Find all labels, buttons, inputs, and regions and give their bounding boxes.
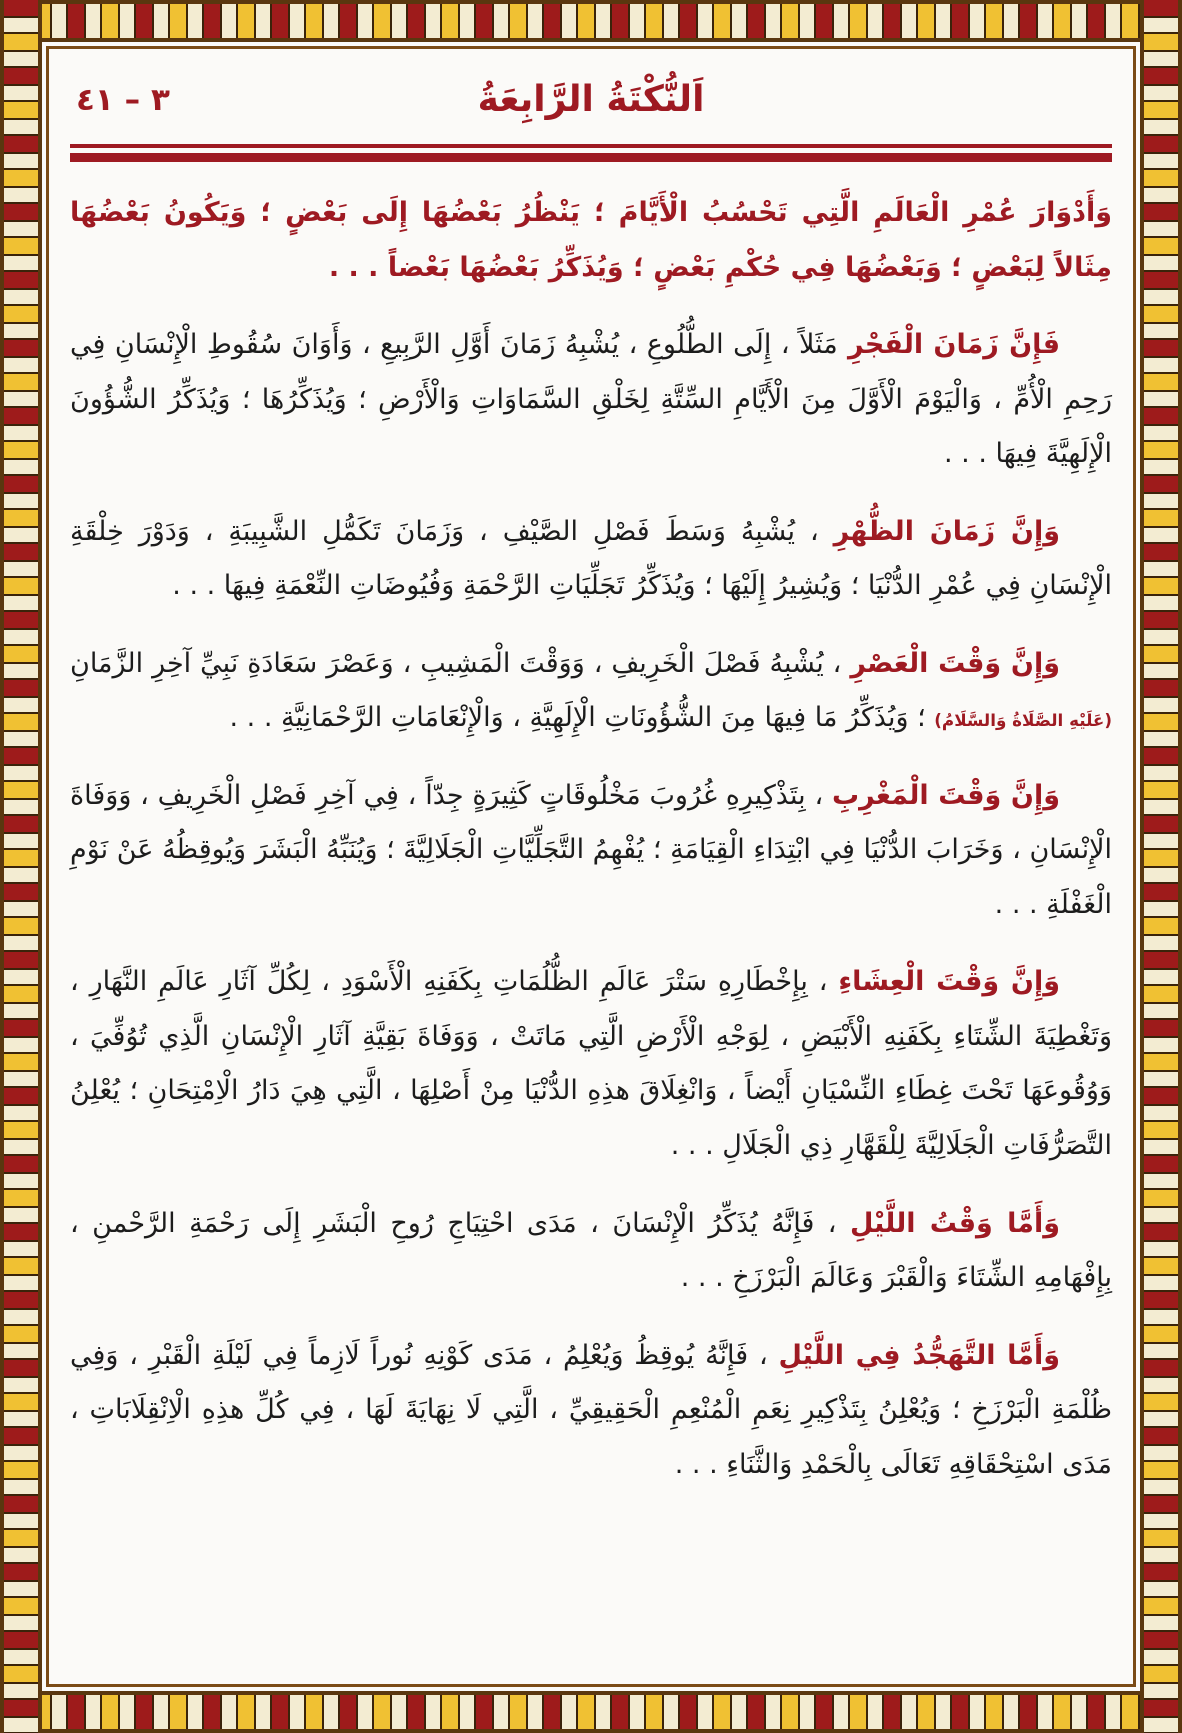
body-text-segment: ، بِتَذْكِيرِهِ غُرُوبَ مَخْلُوقَاتٍ كَثِيرَةٍ جِدّاً ، فِي آخِرِ فَصْلِ الْخَرِيفِ ، وَوَفَاةَ الْإِنْسَانِ ، وَخَرَابَ الدُّنْيَا فِي ابْتِدَاءِ الْقِيَامَةِ ؛ يُفْهِمُ التَّجَلِّيَّاتِ الْجَلَالِيَّةَ ؛ وَيُنَبِّهُ الْبَشَرَ وَيُوقِظُهُ عَنْ نَوْمِ الْغَفْلَةِ . . . bbox=[70, 779, 1112, 920]
paragraph bbox=[70, 637, 1112, 746]
page-number: ٣ – ٤١ bbox=[76, 82, 170, 118]
red-lead-segment: وَإِنَّ وَقْتَ الْمَغْرِبِ bbox=[831, 779, 1060, 811]
page-content bbox=[70, 62, 1112, 1677]
ornamental-border-right bbox=[1140, 0, 1182, 1733]
body-text-segment: ، يُشْبِهُ فَصْلَ الْخَرِيفِ ، وَوَقْتَ الْمَشِيبِ ، وَعَصْرَ سَعَادَةِ نَبِيِّ آخِرِ الزَّمَانِ bbox=[70, 647, 851, 679]
header-rule-thick-line bbox=[70, 153, 1112, 162]
paragraph bbox=[70, 318, 1112, 482]
paragraph bbox=[70, 186, 1112, 295]
red-lead-segment: وَإِنَّ زَمَانَ الظُّهْرِ bbox=[833, 515, 1060, 547]
ornamental-border-left bbox=[0, 0, 42, 1733]
paragraph bbox=[70, 505, 1112, 614]
red-lead-segment: فَإِنَّ زَمَانَ الْفَجْرِ bbox=[837, 329, 1060, 361]
salawat-ligature: (عَلَيْهِ الصَّلَاةُ وَالسَّلَامُ) bbox=[934, 710, 1112, 731]
body-text-segment: ، بِإِخْطَارِهِ سَتْرَ عَالَمِ الظُّلُمَاتِ بِكَفَنِهِ الْأَسْوَدِ ، لِكُلِّ آثَارِ عَالَمِ النَّهَارِ ، وَتَغْطِيَةَ الشِّتَاءِ بِكَفَنِهِ الْأَبْيَضِ ، لِوَجْهِ الْأَرْضِ الَّتِي مَاتَتْ ، وَوَفَاةَ بَقِيَّةِ آثَارِ الْإِنْسَانِ الَّذِي تُوُفِّيَ ، وَوُقُوعَهَا تَحْتَ غِطَاءِ النِّسْيَانِ أَيْضاً ، وَانْغِلَاقَ هذِهِ الدُّنْيَا مِنْ أَصْلِهَا ، الَّتِي هِيَ دَارُ الْاِمْتِحَانِ ؛ يُعْلِنُ التَّصَرُّفَاتِ الْجَلَالِيَّةَ لِلْقَهَّارِ ذِي الْجَلَالِ . . . bbox=[70, 966, 1112, 1161]
red-lead-segment: وَأَمَّا وَقْتُ اللَّيْلِ bbox=[849, 1207, 1060, 1239]
body-text-segment: ؛ وَيُذَكِّرُ مَا فِيهَا مِنَ الشُّؤُونَاتِ الْإِلَهِيَّةِ ، وَالْإِنْعَامَاتِ الرَّحْمَانِيَّةِ . . . bbox=[229, 702, 935, 734]
paragraph bbox=[70, 1197, 1112, 1306]
body-text-segment: مَثَلاً ، إِلَى الطُّلُوعِ ، يُشْبِهُ زَمَانَ أَوَّلِ الرَّبِيعِ ، وَأَوَانَ سُقُوطِ الْإِنْسَانِ فِي رَحِمِ الْأُمِّ ، وَالْيَوْمَ الْأَوَّلَ مِنَ الْأَيَّامِ السِّتَّةِ لِخَلْقِ السَّمَاوَاتِ وَالْأَرْضِ ؛ وَيُذَكِّرُهَا ؛ وَيُذَكِّرُ الشُّؤُونَ الْإِلَهِيَّةَ فِيهَا . . . bbox=[70, 329, 1112, 470]
body-text-segment: ، فَإِنَّهُ يُذَكِّرُ الْإِنْسَانَ ، مَدَى احْتِيَاجِ رُوحِ الْبَشَرِ إِلَى رَحْمَةِ الرَّحْمنِ ، بِإِفْهَامِهِ الشِّتَاءَ وَالْقَبْرَ وَعَالَمَ الْبَرْزَخِ . . . bbox=[70, 1207, 1112, 1294]
page-title: اَلنُّكْتَةُ الرَّابِعَةُ bbox=[477, 79, 705, 120]
ornamental-border-bottom bbox=[0, 1691, 1182, 1733]
red-lead-segment: وَإِنَّ وَقْتَ الْعِشَاءِ bbox=[838, 966, 1060, 998]
paragraph bbox=[70, 955, 1112, 1173]
body-text-segment: ، يُشْبِهُ وَسَطَ فَصْلِ الصَّيْفِ ، وَزَمَانَ تَكَمُّلِ الشَّبِيبَةِ ، وَدَوْرَ خِلْقَةِ الْإِنْسَانِ فِي عُمْرِ الدُّنْيَا ؛ وَيُشِيرُ إِلَيْهَا ؛ وَيُذَكِّرُ تَجَلِّيَاتِ الرَّحْمَةِ وَفُيُوضَاتِ النِّعْمَةِ فِيهَا . . . bbox=[70, 515, 1112, 602]
paragraph bbox=[70, 769, 1112, 933]
ornamental-border-top bbox=[0, 0, 1182, 42]
body-text bbox=[70, 186, 1112, 1492]
red-lead-segment: وَأَدْوَارَ عُمْرِ الْعَالَمِ الَّتِي تَحْسُبُ الْأَيَّامَ ؛ يَنْظُرُ بَعْضُهَا إِلَى بَعْضٍ ؛ وَيَكُونُ بَعْضُهَا مِثَالاً لِبَعْضٍ ؛ وَبَعْضُهَا فِي حُكْمِ بَعْضٍ ؛ وَيُذَكِّرُ بَعْضُهَا بَعْضاً . . . bbox=[70, 197, 1112, 283]
paragraph bbox=[70, 1329, 1112, 1493]
red-lead-segment: وَإِنَّ وَقْتَ الْعَصْرِ bbox=[850, 647, 1060, 679]
body-text-segment: ، فَإِنَّهُ يُوقِظُ وَيُعْلِمُ ، مَدَى كَوْنِهِ نُوراً لَازِماً فِي لَيْلَةِ الْقَبْرِ ، وَفِي ظُلْمَةِ الْبَرْزَخِ ؛ وَيُعْلِنُ بِتَذْكِيرِ نِعَمِ الْمُنْعِمِ الْحَقِيقِيِّ ، الَّتِي لَا نِهَايَةَ لَهَا ، فِي كُلِّ هذِهِ الْاِنْقِلَابَاتِ ، مَدَى اسْتِحْقَاقِهِ تَعَالَى بِالْحَمْدِ وَالثَّنَاءِ . . . bbox=[70, 1339, 1112, 1480]
red-lead-segment: وَأَمَّا التَّهَجُّدُ فِي اللَّيْلِ bbox=[778, 1339, 1060, 1371]
header-rule bbox=[70, 144, 1112, 162]
page-header bbox=[70, 62, 1112, 138]
